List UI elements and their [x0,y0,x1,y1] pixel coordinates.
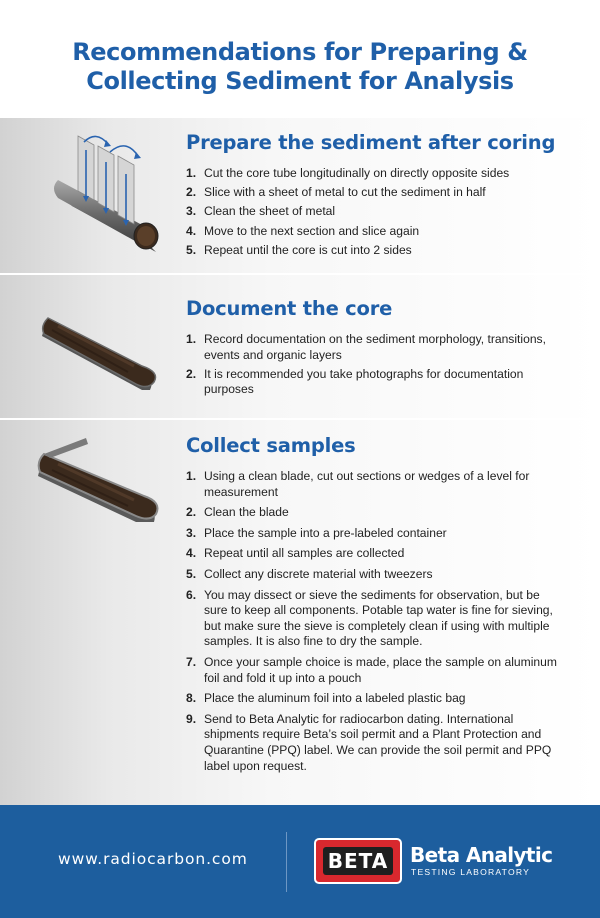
core-slicing-illustration [48,128,176,258]
list-item [186,166,566,182]
step-text: Using a clean blade, cut out sections or wedges of a level for measurement [204,469,530,499]
step-number: 2. [186,505,197,520]
brand-subtitle: TESTING LABORATORY [411,867,531,877]
step-text: Repeat until the core is cut into 2 sides [204,242,412,257]
list-item [186,588,566,650]
split-core-illustration [38,300,166,390]
sample-section-icon [36,432,166,522]
list-item [186,469,566,500]
step-text: Send to Beta Analytic for radiocarbon dating. International shipments require Beta’s soil permit and a Plant Protection and Quarantine (PPQ) label. We can provide the soil permit and PPQ label upon request. [204,711,552,773]
page-title [0,38,600,96]
split-core-icon [38,300,166,390]
step-number: 4. [186,546,197,561]
step-number: 2. [186,185,197,200]
step-text: Clean the blade [204,505,289,520]
step-text: Cut the core tube longitudinally on directly opposite sides [204,166,510,180]
footer [0,805,600,918]
step-number: 5. [186,566,197,581]
steps-list [186,469,566,774]
step-number: 7. [186,654,197,669]
step-number: 4. [186,223,197,238]
list-item [186,224,566,240]
step-number: 5. [186,242,197,257]
list-item [186,526,566,542]
step-number: 3. [186,525,197,540]
section-heading: Collect samples [186,434,356,457]
beta-logo[interactable] [314,838,402,884]
list-item [186,243,566,259]
step-number: 9. [186,711,197,726]
step-number: 2. [186,366,197,381]
step-text: It is recommended you take photographs for documentation purposes [204,366,524,397]
section-document [186,297,566,402]
list-item [186,567,566,583]
section-heading: Prepare the sediment after coring [186,131,556,154]
step-text: Record documentation on the sediment morphology, transitions, events and organic layers [204,332,546,362]
list-item [186,691,566,707]
list-item [186,204,566,220]
step-text: Clean the sheet of metal [204,204,336,219]
step-number: 3. [186,204,197,219]
step-text: Slice with a sheet of metal to cut the sediment in half [204,185,486,200]
beta-logo-text: BETA [323,847,393,875]
sample-section-illustration [36,432,166,522]
step-number: 1. [186,332,197,346]
page-title-line1: Recommendations for Preparing & [72,38,528,66]
list-item [186,546,566,562]
step-text: Place the sample into a pre-labeled container [204,525,447,540]
step-text: Repeat until all samples are collected [204,546,405,561]
list-item [186,712,566,774]
list-item [186,505,566,521]
section-heading: Document the core [186,297,393,320]
step-text: Collect any discrete material with tweezers [204,566,433,581]
brand-name: Beta Analytic [410,843,553,867]
list-item [186,332,566,363]
list-item [186,655,566,686]
core-slicing-icon [48,128,176,258]
list-item [186,185,566,201]
footer-divider [286,832,287,892]
step-number: 6. [186,587,197,602]
step-number: 8. [186,691,197,706]
section-collect [186,434,566,779]
step-text: Place the aluminum foil into a labeled plastic bag [204,691,466,706]
list-item [186,367,566,398]
steps-list [186,332,566,398]
website-link[interactable]: www.radiocarbon.com [58,850,248,868]
steps-list [186,166,566,258]
step-number: 1. [186,469,197,483]
section-prepare [186,131,566,262]
page-title-line2: Collecting Sediment for Analysis [86,67,514,95]
step-number: 1. [186,166,197,180]
step-text: You may dissect or sieve the sediments for observation, but be sure to keep all components. Potable tap water is fine for sieving, but make sure the sieve is completely clean if using with multiple samples. It is also fine to dry the sample. [204,587,553,649]
step-text: Move to the next section and slice again [204,223,420,238]
step-text: Once your sample choice is made, place the sample on aluminum foil and fold it up into a pouch [204,654,557,685]
